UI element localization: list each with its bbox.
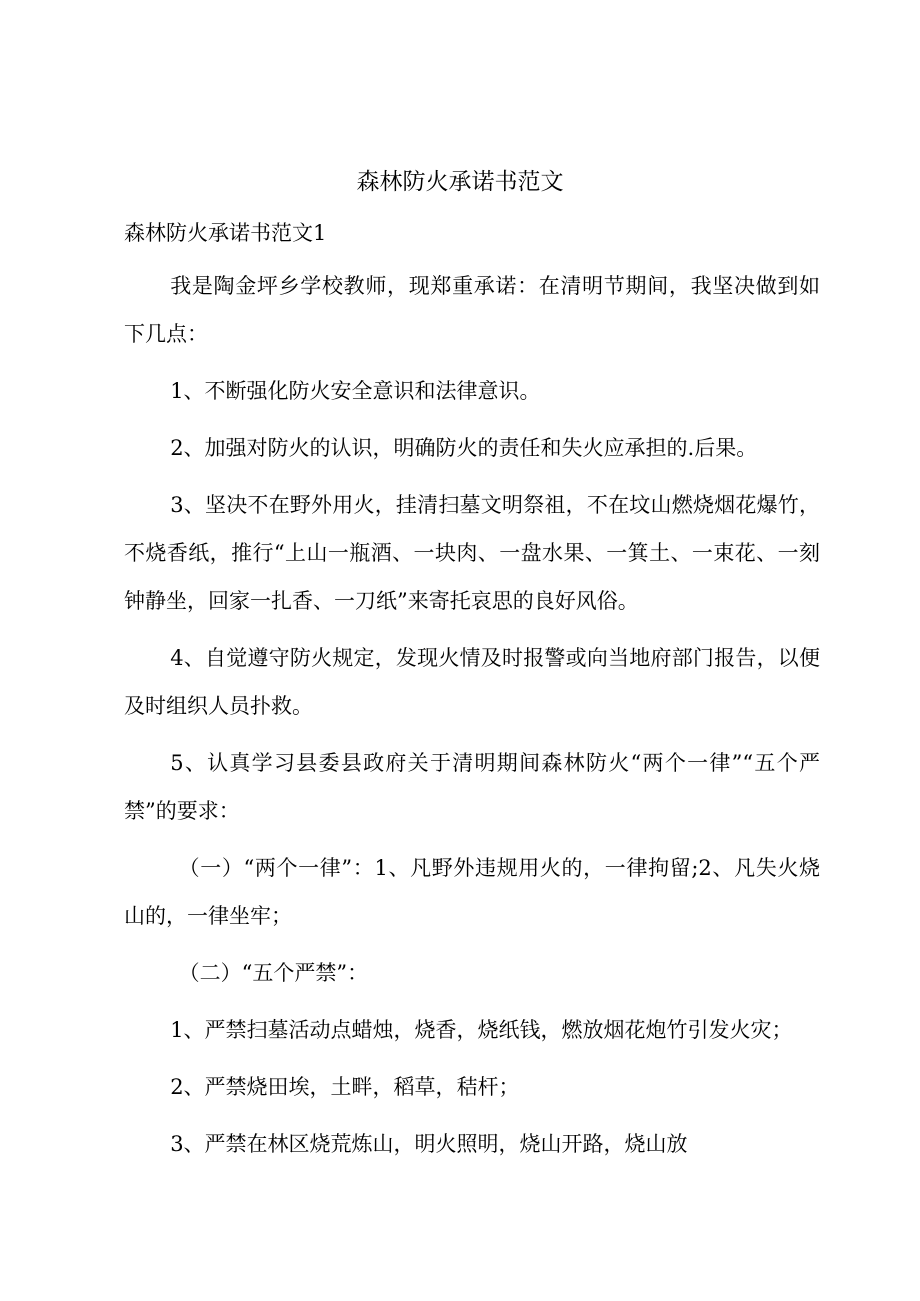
- paragraph-item-3: 3、坚决不在野外用火，挂清扫墓文明祭祖，不在坟山燃烧烟花爆竹，不烧香纸，推行“上山一瓶酒、一块肉、一盘水果、一箕土、一束花、一刻钟静坐，回家一扎香、一刀纸”来寄托哀思的良好风俗。: [124, 493, 820, 613]
- document-body: [124, 262, 820, 1177]
- paragraph-pledge-intro: 我是陶金坪乡学校教师，现郑重承诺：在清明节期间，我坚决做到如下几点：: [124, 274, 820, 346]
- paragraph-five-bans-heading: （二）“五个严禁”：: [178, 961, 369, 985]
- document-subtitle: 森林防火承诺书范文1: [124, 221, 327, 245]
- paragraph-item-2: 2、加强对防火的认识，明确防火的责任和失火应承担的.后果。: [170, 436, 758, 460]
- paragraph-item-5: 5、认真学习县委县政府关于清明期间森林防火“两个一律”“五个严禁”的要求：: [124, 751, 820, 823]
- paragraph-two-rules: （一）“两个一律”：1、凡野外违规用火的，一律拘留;2、凡失火烧山的，一律坐牢；: [124, 856, 820, 928]
- paragraph-ban-1: 1、严禁扫墓活动点蜡烛，烧香，烧纸钱，燃放烟花炮竹引发火灾；: [170, 1018, 793, 1042]
- paragraph-item-4: 4、自觉遵守防火规定，发现火情及时报警或向当地府部门报告，以便及时组织人员扑救。: [124, 646, 820, 718]
- paragraph-ban-3: 3、严禁在林区烧荒炼山，明火照明，烧山开路，烧山放: [170, 1132, 688, 1156]
- paragraph-ban-2: 2、严禁烧田埃，土畔，稻草，秸杆；: [170, 1075, 520, 1099]
- paragraph-item-1: 1、不断强化防火安全意识和法律意识。: [170, 379, 541, 403]
- document-title: 森林防火承诺书范文: [356, 169, 564, 195]
